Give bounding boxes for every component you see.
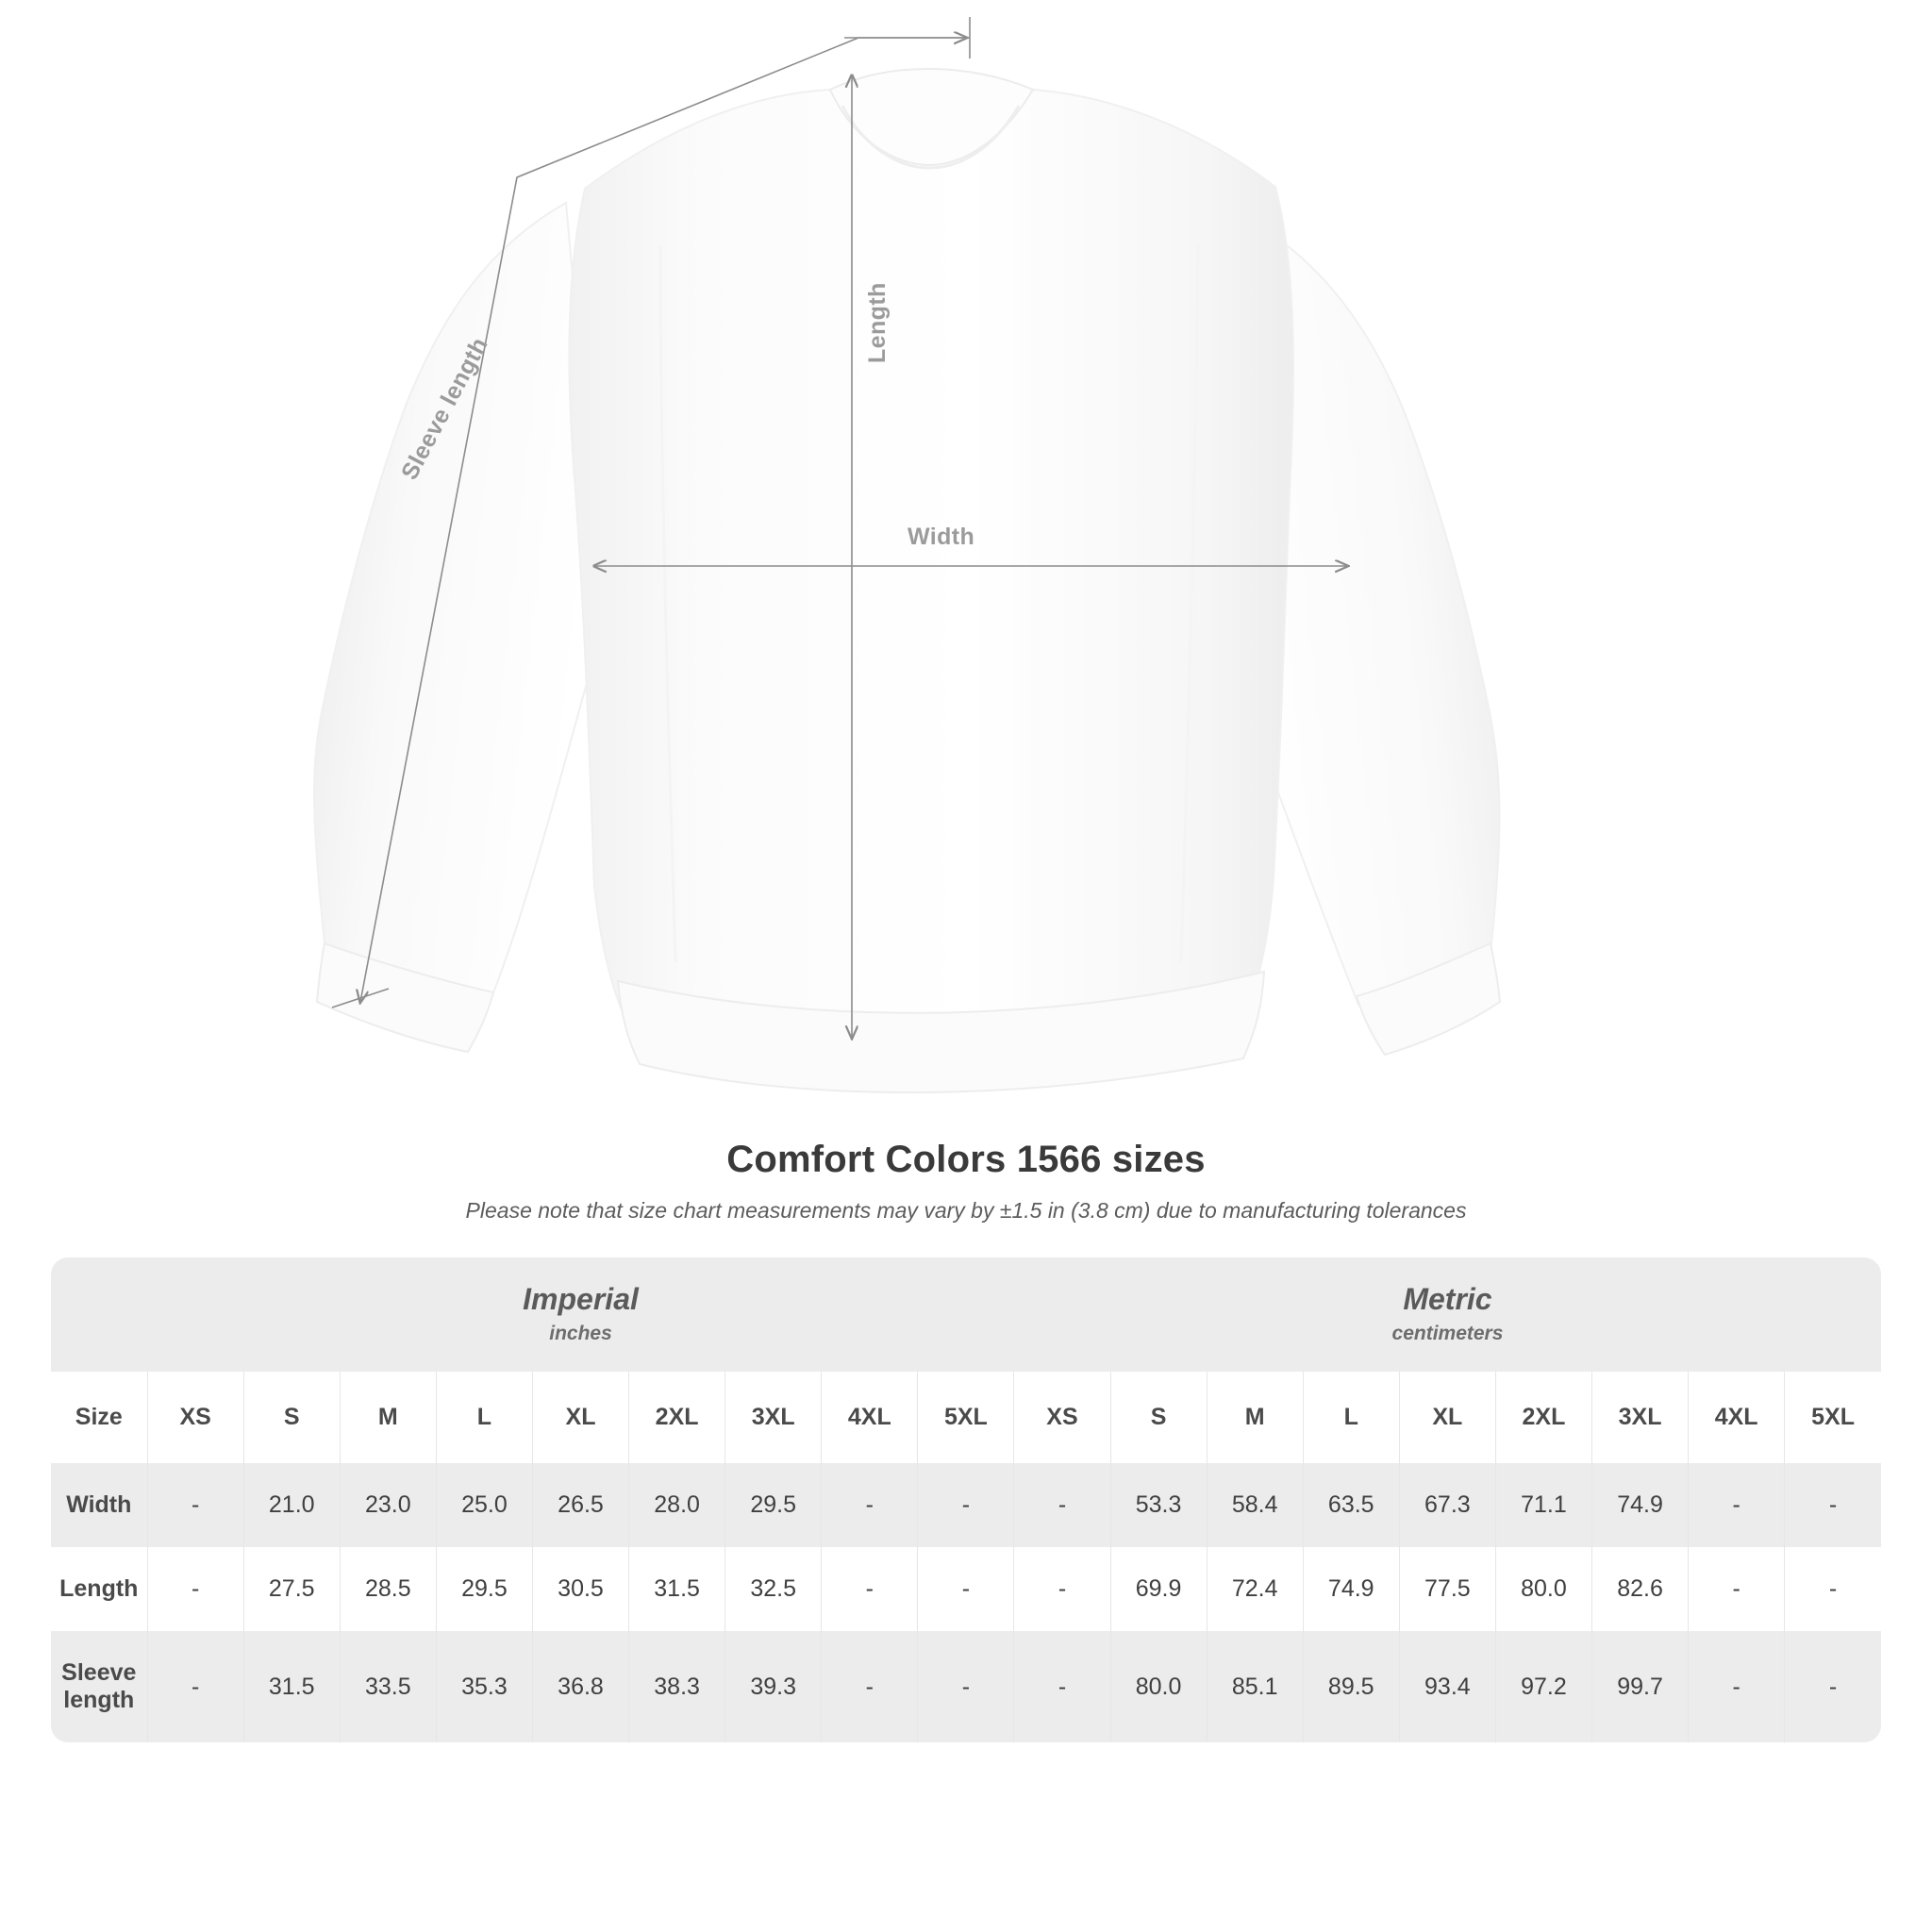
measurement-cell: 53.3	[1110, 1463, 1207, 1547]
metric-subtitle: centimeters	[1391, 1323, 1504, 1344]
measurement-cell: -	[147, 1463, 243, 1547]
size-table-container	[51, 1257, 1881, 1742]
size-column-header: XL	[532, 1372, 628, 1463]
table-row	[51, 1547, 1881, 1631]
measurement-cell: -	[1014, 1547, 1110, 1631]
measurement-cell: 99.7	[1592, 1631, 1689, 1742]
measurement-cell: 58.4	[1207, 1463, 1303, 1547]
measurement-cell: 27.5	[243, 1547, 340, 1631]
measurement-cell: 74.9	[1592, 1463, 1689, 1547]
measurement-cell: 69.9	[1110, 1547, 1207, 1631]
measurement-cell: 63.5	[1303, 1463, 1399, 1547]
measurement-cell: 35.3	[436, 1631, 532, 1742]
size-column-header: S	[243, 1372, 340, 1463]
size-table	[51, 1257, 1881, 1742]
size-column-header: M	[1207, 1372, 1303, 1463]
measurement-cell: 82.6	[1592, 1547, 1689, 1631]
sweatshirt-shape	[314, 69, 1500, 1092]
size-column-header: 5XL	[918, 1372, 1014, 1463]
tolerance-note: Please note that size chart measurements may vary by ±1.5 in (3.8 cm) due to manufacturing tolerances	[465, 1198, 1467, 1223]
measurement-row-label: Sleeve length	[51, 1631, 147, 1742]
measurement-cell: 77.5	[1399, 1547, 1495, 1631]
measurement-cell: -	[1689, 1463, 1785, 1547]
unit-header-spacer	[51, 1257, 147, 1372]
size-column-header: 5XL	[1785, 1372, 1881, 1463]
measurement-cell: 72.4	[1207, 1547, 1303, 1631]
size-column-header: 4XL	[822, 1372, 918, 1463]
size-column-header: 2XL	[1495, 1372, 1591, 1463]
measurement-cell: 26.5	[532, 1463, 628, 1547]
measurement-cell: 39.3	[725, 1631, 822, 1742]
measurement-cell: 97.2	[1495, 1631, 1591, 1742]
measurement-cell: 36.8	[532, 1631, 628, 1742]
measurement-cell: 74.9	[1303, 1547, 1399, 1631]
measurement-cell: 29.5	[725, 1463, 822, 1547]
measurement-cell: -	[147, 1631, 243, 1742]
measurement-cell: -	[1014, 1463, 1110, 1547]
measurement-cell: 25.0	[436, 1463, 532, 1547]
table-row	[51, 1463, 1881, 1547]
size-table-body	[51, 1463, 1881, 1742]
measurement-cell: -	[1689, 1547, 1785, 1631]
measurement-cell: 80.0	[1110, 1631, 1207, 1742]
measurement-cell: 28.5	[340, 1547, 436, 1631]
measurement-cell: 21.0	[243, 1463, 340, 1547]
measurement-cell: -	[822, 1463, 918, 1547]
measurement-cell: 23.0	[340, 1463, 436, 1547]
size-column-header: S	[1110, 1372, 1207, 1463]
size-column-header: XS	[147, 1372, 243, 1463]
measurement-cell: 80.0	[1495, 1547, 1591, 1631]
size-column-header: XL	[1399, 1372, 1495, 1463]
measurement-row-label: Length	[51, 1547, 147, 1631]
measurement-cell: 30.5	[532, 1547, 628, 1631]
measurement-cell: -	[918, 1547, 1014, 1631]
unit-header-row	[51, 1257, 1881, 1372]
unit-header-imperial	[147, 1257, 1014, 1372]
measurement-cell: 33.5	[340, 1631, 436, 1742]
size-header-row	[51, 1372, 1881, 1463]
measurement-cell: 31.5	[243, 1631, 340, 1742]
measurement-cell: -	[918, 1631, 1014, 1742]
page-title: Comfort Colors 1566 sizes	[726, 1139, 1206, 1180]
size-column-header: XS	[1014, 1372, 1110, 1463]
size-column-header: L	[436, 1372, 532, 1463]
measurement-cell: 93.4	[1399, 1631, 1495, 1742]
imperial-subtitle: inches	[549, 1323, 612, 1344]
chart-heading	[0, 1139, 1932, 1224]
measurement-row-label: Width	[51, 1463, 147, 1547]
measurement-cell: 89.5	[1303, 1631, 1399, 1742]
width-dimension-label: Width	[908, 524, 975, 550]
measurement-cell: -	[1785, 1463, 1881, 1547]
table-row	[51, 1631, 1881, 1742]
length-dimension-label: Length	[864, 282, 891, 363]
measurement-cell: 67.3	[1399, 1463, 1495, 1547]
size-column-header: 3XL	[1592, 1372, 1689, 1463]
imperial-title: Imperial	[523, 1282, 639, 1316]
size-column-header: 2XL	[629, 1372, 725, 1463]
measurement-cell: -	[822, 1631, 918, 1742]
measurement-cell: -	[1785, 1631, 1881, 1742]
measurement-cell: 28.0	[629, 1463, 725, 1547]
size-column-header: 4XL	[1689, 1372, 1785, 1463]
measurement-cell: -	[1689, 1631, 1785, 1742]
measurement-cell: 32.5	[725, 1547, 822, 1631]
size-header-label: Size	[51, 1372, 147, 1463]
measurement-cell: -	[918, 1463, 1014, 1547]
measurement-cell: -	[1785, 1547, 1881, 1631]
measurement-cell: 29.5	[436, 1547, 532, 1631]
measurement-cell: 71.1	[1495, 1463, 1591, 1547]
measurement-cell: 38.3	[629, 1631, 725, 1742]
measurement-cell: 31.5	[629, 1547, 725, 1631]
measurement-cell: 85.1	[1207, 1631, 1303, 1742]
size-column-header: 3XL	[725, 1372, 822, 1463]
unit-header-metric	[1014, 1257, 1881, 1372]
size-column-header: M	[340, 1372, 436, 1463]
measurement-cell: -	[147, 1547, 243, 1631]
sleeve-length-dimension-label: Sleeve length	[396, 333, 493, 485]
measurement-cell: -	[1014, 1631, 1110, 1742]
measurement-cell: -	[822, 1547, 918, 1631]
metric-title: Metric	[1403, 1282, 1492, 1316]
size-column-header: L	[1303, 1372, 1399, 1463]
